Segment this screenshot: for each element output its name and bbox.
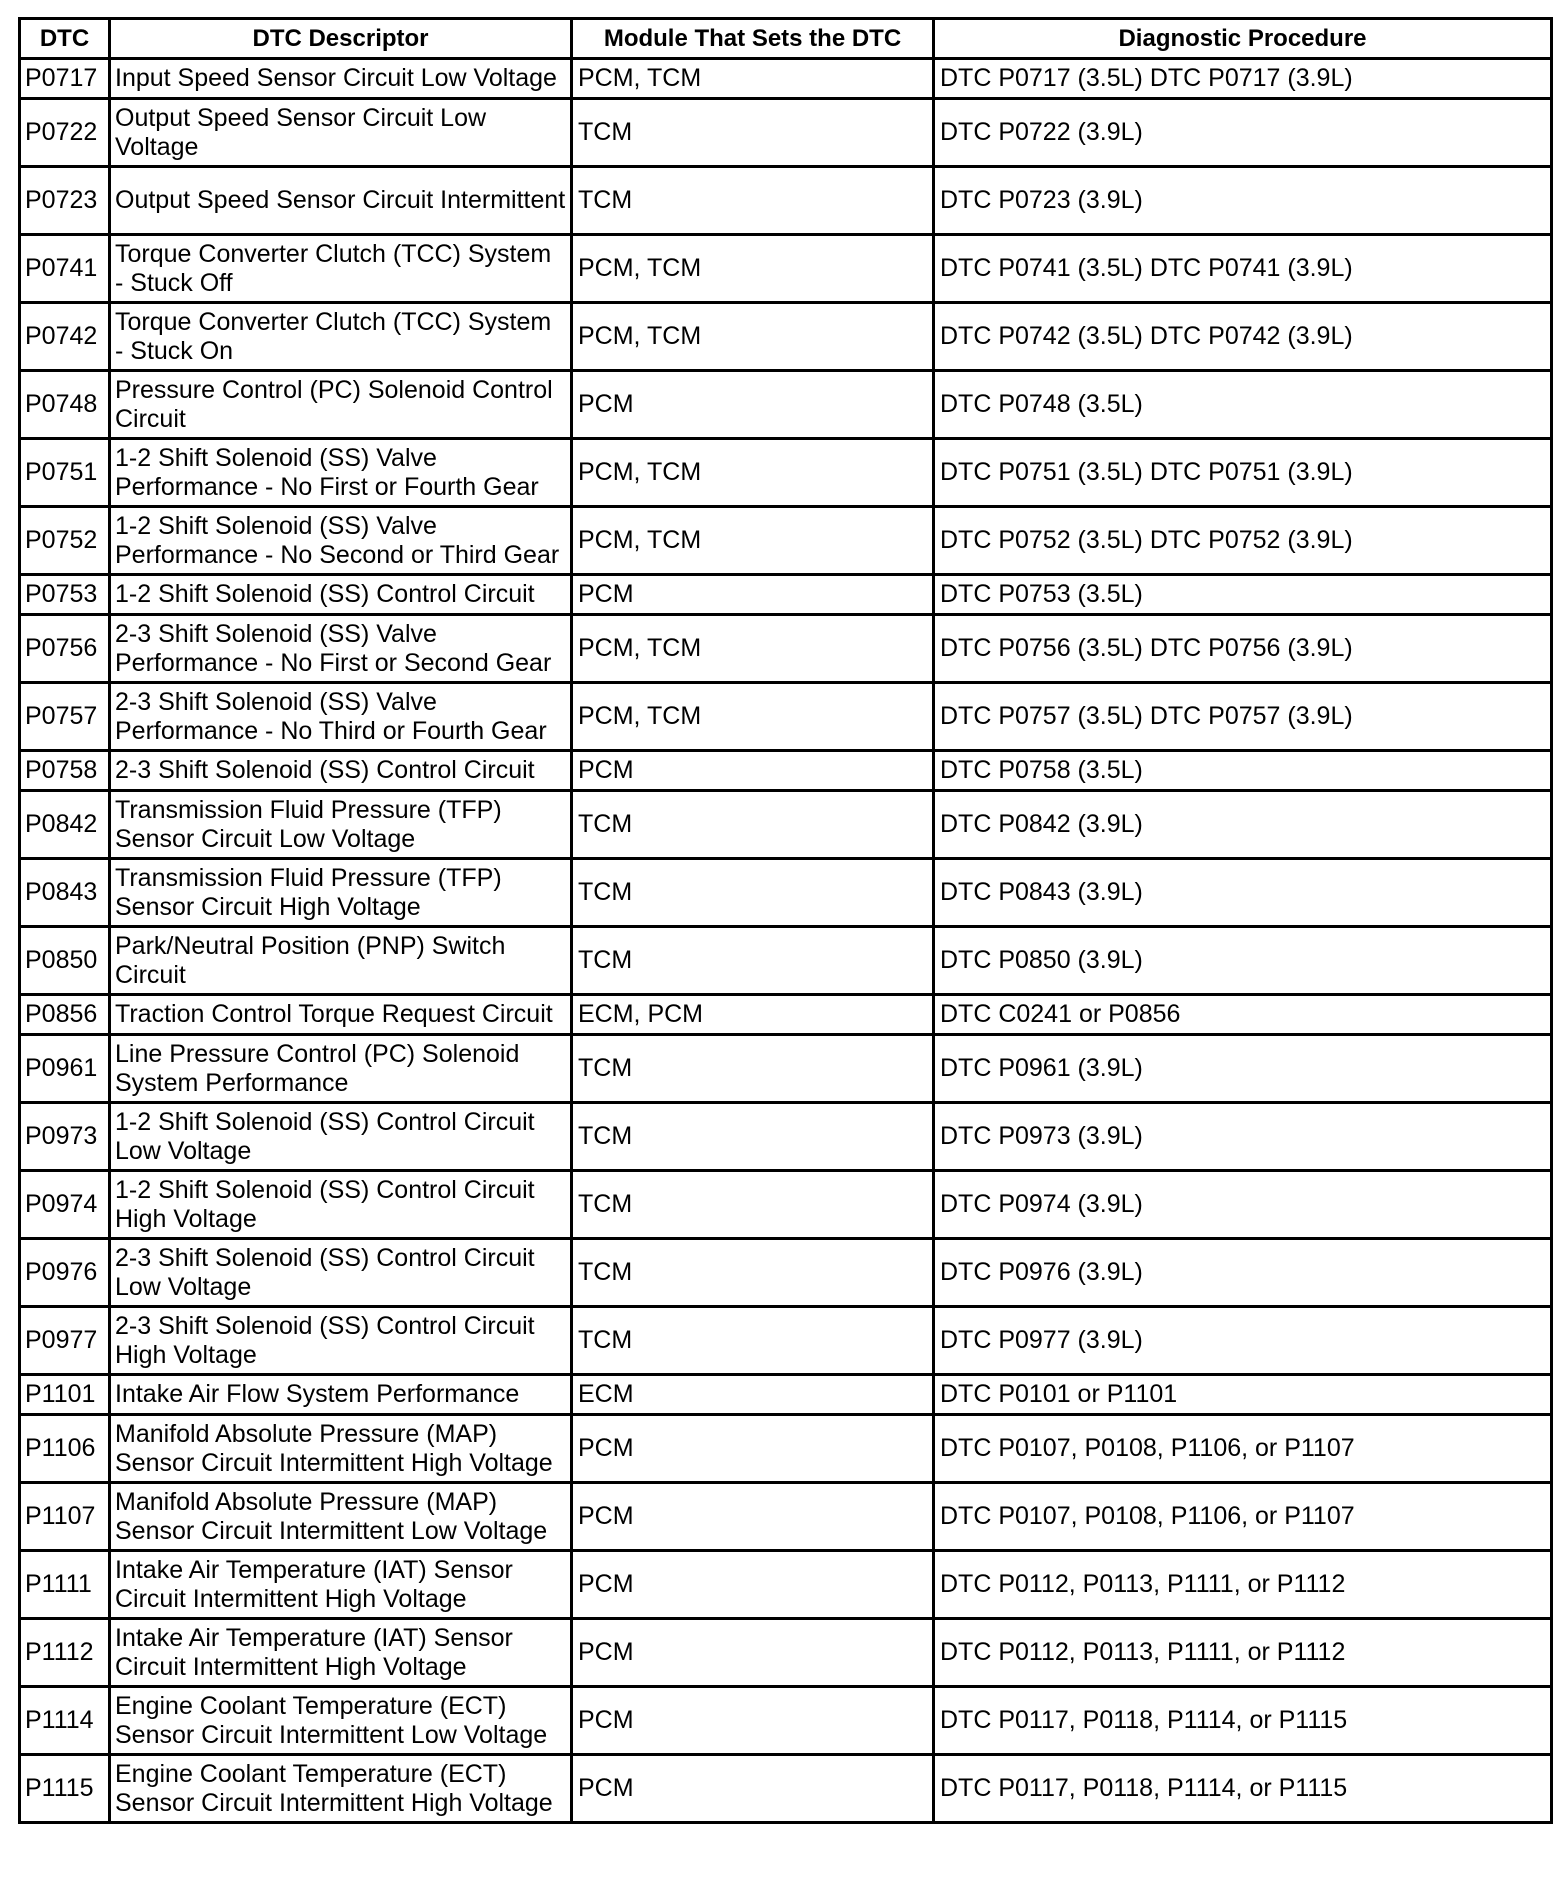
table-row — [20, 1103, 1552, 1171]
dtc-code-cell: P1101 — [20, 1375, 110, 1415]
dtc-descriptor-cell: Output Speed Sensor Circuit Intermittent — [110, 167, 572, 235]
diagnostic-procedure-cell: DTC P0112, P0113, P1111, or P1112 — [934, 1551, 1552, 1619]
dtc-descriptor-cell: 1-2 Shift Solenoid (SS) Valve Performance - No Second or Third Gear — [110, 507, 572, 575]
dtc-code-cell: P0850 — [20, 927, 110, 995]
dtc-code-cell: P1111 — [20, 1551, 110, 1619]
module-cell: ECM, PCM — [572, 995, 934, 1035]
header-module: Module That Sets the DTC — [572, 19, 934, 59]
dtc-descriptor-cell: Manifold Absolute Pressure (MAP) Sensor Circuit Intermittent High Voltage — [110, 1415, 572, 1483]
diagnostic-procedure-cell: DTC C0241 or P0856 — [934, 995, 1552, 1035]
module-cell: PCM — [572, 371, 934, 439]
table-row — [20, 1415, 1552, 1483]
header-diagnostic-procedure: Diagnostic Procedure — [934, 19, 1552, 59]
dtc-descriptor-cell: Intake Air Temperature (IAT) Sensor Circuit Intermittent High Voltage — [110, 1551, 572, 1619]
dtc-descriptor-cell: 1-2 Shift Solenoid (SS) Control Circuit Low Voltage — [110, 1103, 572, 1171]
diagnostic-procedure-cell: DTC P0758 (3.5L) — [934, 751, 1552, 791]
table-row — [20, 1239, 1552, 1307]
module-cell: PCM, TCM — [572, 235, 934, 303]
diagnostic-procedure-cell: DTC P0101 or P1101 — [934, 1375, 1552, 1415]
dtc-descriptor-cell: 2-3 Shift Solenoid (SS) Valve Performance - No First or Second Gear — [110, 615, 572, 683]
module-cell: PCM, TCM — [572, 303, 934, 371]
table-row — [20, 507, 1552, 575]
table-row — [20, 167, 1552, 235]
diagnostic-procedure-cell: DTC P0842 (3.9L) — [934, 791, 1552, 859]
dtc-descriptor-cell: 1-2 Shift Solenoid (SS) Control Circuit — [110, 575, 572, 615]
module-cell: TCM — [572, 99, 934, 167]
dtc-code-cell: P0717 — [20, 59, 110, 99]
module-cell: TCM — [572, 167, 934, 235]
table-row — [20, 1755, 1552, 1823]
table-row — [20, 615, 1552, 683]
diagnostic-procedure-cell: DTC P0107, P0108, P1106, or P1107 — [934, 1415, 1552, 1483]
dtc-code-cell: P1107 — [20, 1483, 110, 1551]
table-row — [20, 235, 1552, 303]
module-cell: ECM — [572, 1375, 934, 1415]
table-row — [20, 1171, 1552, 1239]
dtc-code-cell: P0741 — [20, 235, 110, 303]
diagnostic-procedure-cell: DTC P0752 (3.5L) DTC P0752 (3.9L) — [934, 507, 1552, 575]
dtc-descriptor-cell: 1-2 Shift Solenoid (SS) Valve Performance - No First or Fourth Gear — [110, 439, 572, 507]
dtc-code-cell: P0756 — [20, 615, 110, 683]
dtc-code-cell: P0974 — [20, 1171, 110, 1239]
table-row — [20, 439, 1552, 507]
module-cell: PCM, TCM — [572, 615, 934, 683]
diagnostic-procedure-cell: DTC P0742 (3.5L) DTC P0742 (3.9L) — [934, 303, 1552, 371]
dtc-descriptor-cell: Transmission Fluid Pressure (TFP) Sensor Circuit High Voltage — [110, 859, 572, 927]
dtc-code-cell: P0742 — [20, 303, 110, 371]
dtc-descriptor-cell: 2-3 Shift Solenoid (SS) Control Circuit — [110, 751, 572, 791]
module-cell: PCM — [572, 751, 934, 791]
table-row — [20, 995, 1552, 1035]
dtc-descriptor-cell: 2-3 Shift Solenoid (SS) Control Circuit High Voltage — [110, 1307, 572, 1375]
dtc-descriptor-cell: 2-3 Shift Solenoid (SS) Control Circuit Low Voltage — [110, 1239, 572, 1307]
diagnostic-procedure-cell: DTC P0961 (3.9L) — [934, 1035, 1552, 1103]
table-row — [20, 859, 1552, 927]
module-cell: TCM — [572, 1035, 934, 1103]
table-row — [20, 927, 1552, 995]
table-row — [20, 1483, 1552, 1551]
module-cell: PCM — [572, 1483, 934, 1551]
module-cell: PCM — [572, 575, 934, 615]
table-row — [20, 683, 1552, 751]
header-dtc: DTC — [20, 19, 110, 59]
module-cell: TCM — [572, 1171, 934, 1239]
dtc-code-cell: P0757 — [20, 683, 110, 751]
module-cell: TCM — [572, 1103, 934, 1171]
diagnostic-procedure-cell: DTC P0117, P0118, P1114, or P1115 — [934, 1687, 1552, 1755]
table-row — [20, 791, 1552, 859]
dtc-code-cell: P0973 — [20, 1103, 110, 1171]
dtc-descriptor-cell: Engine Coolant Temperature (ECT) Sensor Circuit Intermittent High Voltage — [110, 1755, 572, 1823]
table-row — [20, 1307, 1552, 1375]
diagnostic-procedure-cell: DTC P0977 (3.9L) — [934, 1307, 1552, 1375]
module-cell: PCM — [572, 1755, 934, 1823]
dtc-descriptor-cell: 1-2 Shift Solenoid (SS) Control Circuit High Voltage — [110, 1171, 572, 1239]
table-body — [20, 59, 1552, 1823]
dtc-table — [18, 17, 1553, 1824]
table-row — [20, 1687, 1552, 1755]
diagnostic-procedure-cell: DTC P0751 (3.5L) DTC P0751 (3.9L) — [934, 439, 1552, 507]
table-row — [20, 303, 1552, 371]
diagnostic-procedure-cell: DTC P0107, P0108, P1106, or P1107 — [934, 1483, 1552, 1551]
dtc-code-cell: P0977 — [20, 1307, 110, 1375]
table-row — [20, 59, 1552, 99]
dtc-code-cell: P0842 — [20, 791, 110, 859]
dtc-descriptor-cell: Manifold Absolute Pressure (MAP) Sensor Circuit Intermittent Low Voltage — [110, 1483, 572, 1551]
dtc-descriptor-cell: Intake Air Flow System Performance — [110, 1375, 572, 1415]
module-cell: TCM — [572, 1307, 934, 1375]
module-cell: TCM — [572, 1239, 934, 1307]
dtc-code-cell: P0758 — [20, 751, 110, 791]
diagnostic-procedure-cell: DTC P0973 (3.9L) — [934, 1103, 1552, 1171]
module-cell: PCM — [572, 1551, 934, 1619]
diagnostic-procedure-cell: DTC P0741 (3.5L) DTC P0741 (3.9L) — [934, 235, 1552, 303]
dtc-code-cell: P1106 — [20, 1415, 110, 1483]
diagnostic-procedure-cell: DTC P0976 (3.9L) — [934, 1239, 1552, 1307]
dtc-descriptor-cell: Traction Control Torque Request Circuit — [110, 995, 572, 1035]
module-cell: TCM — [572, 791, 934, 859]
dtc-code-cell: P0843 — [20, 859, 110, 927]
dtc-descriptor-cell: Engine Coolant Temperature (ECT) Sensor Circuit Intermittent Low Voltage — [110, 1687, 572, 1755]
dtc-code-cell: P0751 — [20, 439, 110, 507]
module-cell: PCM, TCM — [572, 507, 934, 575]
dtc-code-cell: P1112 — [20, 1619, 110, 1687]
diagnostic-procedure-cell: DTC P0722 (3.9L) — [934, 99, 1552, 167]
diagnostic-procedure-cell: DTC P0850 (3.9L) — [934, 927, 1552, 995]
dtc-descriptor-cell: Park/Neutral Position (PNP) Switch Circuit — [110, 927, 572, 995]
dtc-code-cell: P0976 — [20, 1239, 110, 1307]
table-row — [20, 751, 1552, 791]
module-cell: PCM — [572, 1619, 934, 1687]
dtc-code-cell: P1114 — [20, 1687, 110, 1755]
table-header-row — [20, 19, 1552, 59]
table-row — [20, 575, 1552, 615]
diagnostic-procedure-cell: DTC P0112, P0113, P1111, or P1112 — [934, 1619, 1552, 1687]
dtc-code-cell: P0856 — [20, 995, 110, 1035]
diagnostic-procedure-cell: DTC P0843 (3.9L) — [934, 859, 1552, 927]
dtc-descriptor-cell: Output Speed Sensor Circuit Low Voltage — [110, 99, 572, 167]
dtc-code-cell: P0723 — [20, 167, 110, 235]
module-cell: PCM — [572, 1687, 934, 1755]
diagnostic-procedure-cell: DTC P0748 (3.5L) — [934, 371, 1552, 439]
module-cell: TCM — [572, 859, 934, 927]
module-cell: PCM — [572, 1415, 934, 1483]
diagnostic-procedure-cell: DTC P0974 (3.9L) — [934, 1171, 1552, 1239]
header-dtc-descriptor: DTC Descriptor — [110, 19, 572, 59]
module-cell: PCM, TCM — [572, 683, 934, 751]
table-row — [20, 1551, 1552, 1619]
module-cell: TCM — [572, 927, 934, 995]
dtc-code-cell: P0961 — [20, 1035, 110, 1103]
module-cell: PCM, TCM — [572, 439, 934, 507]
table-row — [20, 1035, 1552, 1103]
dtc-descriptor-cell: Transmission Fluid Pressure (TFP) Sensor Circuit Low Voltage — [110, 791, 572, 859]
dtc-code-cell: P1115 — [20, 1755, 110, 1823]
dtc-descriptor-cell: Pressure Control (PC) Solenoid Control Circuit — [110, 371, 572, 439]
dtc-descriptor-cell: Input Speed Sensor Circuit Low Voltage — [110, 59, 572, 99]
table-row — [20, 1619, 1552, 1687]
dtc-descriptor-cell: Torque Converter Clutch (TCC) System - Stuck On — [110, 303, 572, 371]
dtc-descriptor-cell: Torque Converter Clutch (TCC) System - Stuck Off — [110, 235, 572, 303]
table-row — [20, 371, 1552, 439]
dtc-code-cell: P0752 — [20, 507, 110, 575]
dtc-descriptor-cell: Line Pressure Control (PC) Solenoid System Performance — [110, 1035, 572, 1103]
diagnostic-procedure-cell: DTC P0757 (3.5L) DTC P0757 (3.9L) — [934, 683, 1552, 751]
dtc-code-cell: P0753 — [20, 575, 110, 615]
dtc-code-cell: P0748 — [20, 371, 110, 439]
dtc-descriptor-cell: Intake Air Temperature (IAT) Sensor Circuit Intermittent High Voltage — [110, 1619, 572, 1687]
diagnostic-procedure-cell: DTC P0717 (3.5L) DTC P0717 (3.9L) — [934, 59, 1552, 99]
table-row — [20, 99, 1552, 167]
table-row — [20, 1375, 1552, 1415]
diagnostic-procedure-cell: DTC P0753 (3.5L) — [934, 575, 1552, 615]
diagnostic-procedure-cell: DTC P0117, P0118, P1114, or P1115 — [934, 1755, 1552, 1823]
dtc-descriptor-cell: 2-3 Shift Solenoid (SS) Valve Performance - No Third or Fourth Gear — [110, 683, 572, 751]
diagnostic-procedure-cell: DTC P0756 (3.5L) DTC P0756 (3.9L) — [934, 615, 1552, 683]
diagnostic-procedure-cell: DTC P0723 (3.9L) — [934, 167, 1552, 235]
module-cell: PCM, TCM — [572, 59, 934, 99]
dtc-code-cell: P0722 — [20, 99, 110, 167]
